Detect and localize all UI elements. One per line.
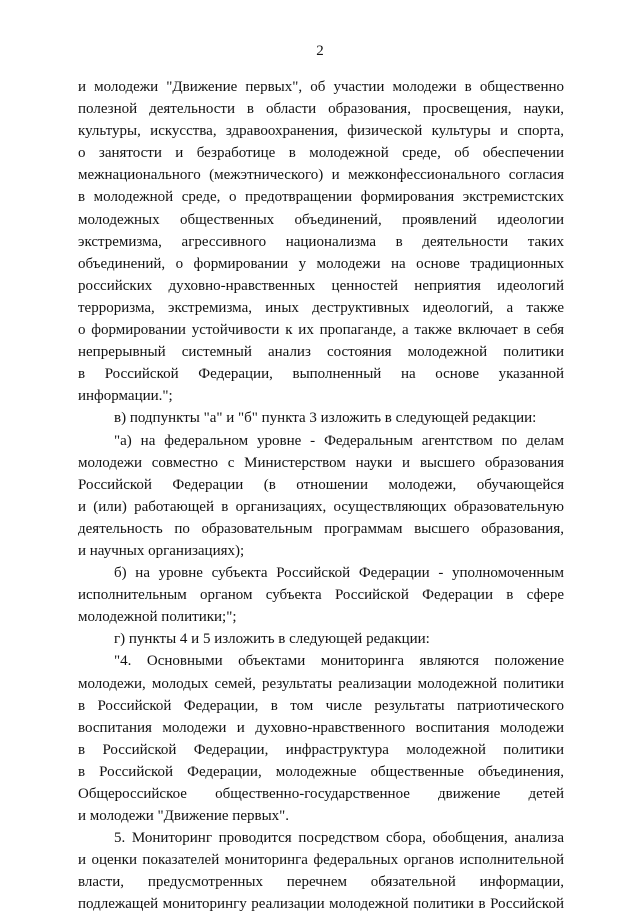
text-line: объединений, о формировании у молодежи на основе традиционных xyxy=(78,255,564,272)
text-line: межнационального (межэтнического) и межконфессионального согласия xyxy=(78,167,564,184)
text-line: в Российской Федерации, инфраструктура молодежной политики xyxy=(78,741,564,758)
text-line: и оценки показателей мониторинга федеральных органов исполнительной xyxy=(78,852,564,869)
text-line: молодежной политики;"; xyxy=(78,609,237,626)
text-line: и научных организациях); xyxy=(78,542,245,559)
text-line: и (или) работающей в организациях, осуществляющих образовательную xyxy=(78,498,564,515)
text-line: воспитания молодежи и духовно-нравственного воспитания молодежи xyxy=(78,719,564,736)
text-line: "а) на федеральном уровне - Федеральным агентством по делам xyxy=(114,432,564,449)
text-line: в Российской Федерации, в том числе результаты патриотического xyxy=(78,697,564,714)
text-line: в) подпункты "а" и "б" пункта 3 изложить в следующей редакции: xyxy=(114,410,537,427)
text-line: культуры, искусства, здравоохранения, физической культуры и спорта, xyxy=(78,123,564,140)
document-body xyxy=(78,76,564,916)
text-line: молодежных общественных объединений, проявлений идеологии xyxy=(78,211,564,228)
text-line: в молодежной среде, о предотвращении формирования экстремистских xyxy=(78,189,564,206)
text-line: и молодежи "Движение первых", об участии молодежи в общественно xyxy=(78,79,564,95)
text-line: непрерывный системный анализ состояния молодежной политики xyxy=(78,344,564,361)
text-line: полезной деятельности в области образования, просвещения, науки, xyxy=(78,101,564,118)
text-line: молодежи совместно с Министерством науки и высшего образования xyxy=(78,454,564,471)
text-line: власти, предусмотренных перечнем обязательной информации, xyxy=(78,874,564,891)
text-line: подлежащей мониторингу реализации молодежной политики в Российской xyxy=(78,896,564,913)
text-line: в Российской Федерации, молодежные общественные объединения, xyxy=(78,763,564,780)
text-line: российских духовно-нравственных ценностей неприятия идеологий xyxy=(78,277,564,294)
text-line: исполнительным органом субъекта Российской Федерации в сфере xyxy=(78,587,564,604)
text-line: о формировании устойчивости к их пропаганде, а также включает в себя xyxy=(78,322,564,339)
text-line: в Российской Федерации, выполненный на основе указанной xyxy=(78,366,564,383)
text-line: б) на уровне субъекта Российской Федерации - уполномоченным xyxy=(114,565,564,582)
text-line: г) пункты 4 и 5 изложить в следующей редакции: xyxy=(114,631,430,648)
text-line: 5. Мониторинг проводится посредством сбора, обобщения, анализа xyxy=(114,830,564,847)
text-line: деятельность по образовательным программам высшего образования, xyxy=(78,520,564,537)
text-line: экстремизма, агрессивного национализма в деятельности таких xyxy=(78,233,564,250)
text-line: "4. Основными объектами мониторинга являются положение xyxy=(114,653,564,670)
text-line: Российской Федерации (в отношении молодежи, обучающейся xyxy=(78,476,564,493)
text-line: и молодежи "Движение первых". xyxy=(78,808,290,825)
text-line: терроризма, экстремизма, иных деструктивных идеологий, а также xyxy=(78,299,564,316)
page-number: 2 xyxy=(316,43,324,59)
text-line: о занятости и безработице в молодежной среде, об обеспечении xyxy=(78,145,564,162)
text-line: Общероссийское общественно-государственное движение детей xyxy=(78,786,564,802)
text-line: молодежи, молодых семей, результаты реализации молодежной политики xyxy=(78,675,564,692)
text-line: информации."; xyxy=(78,388,173,405)
